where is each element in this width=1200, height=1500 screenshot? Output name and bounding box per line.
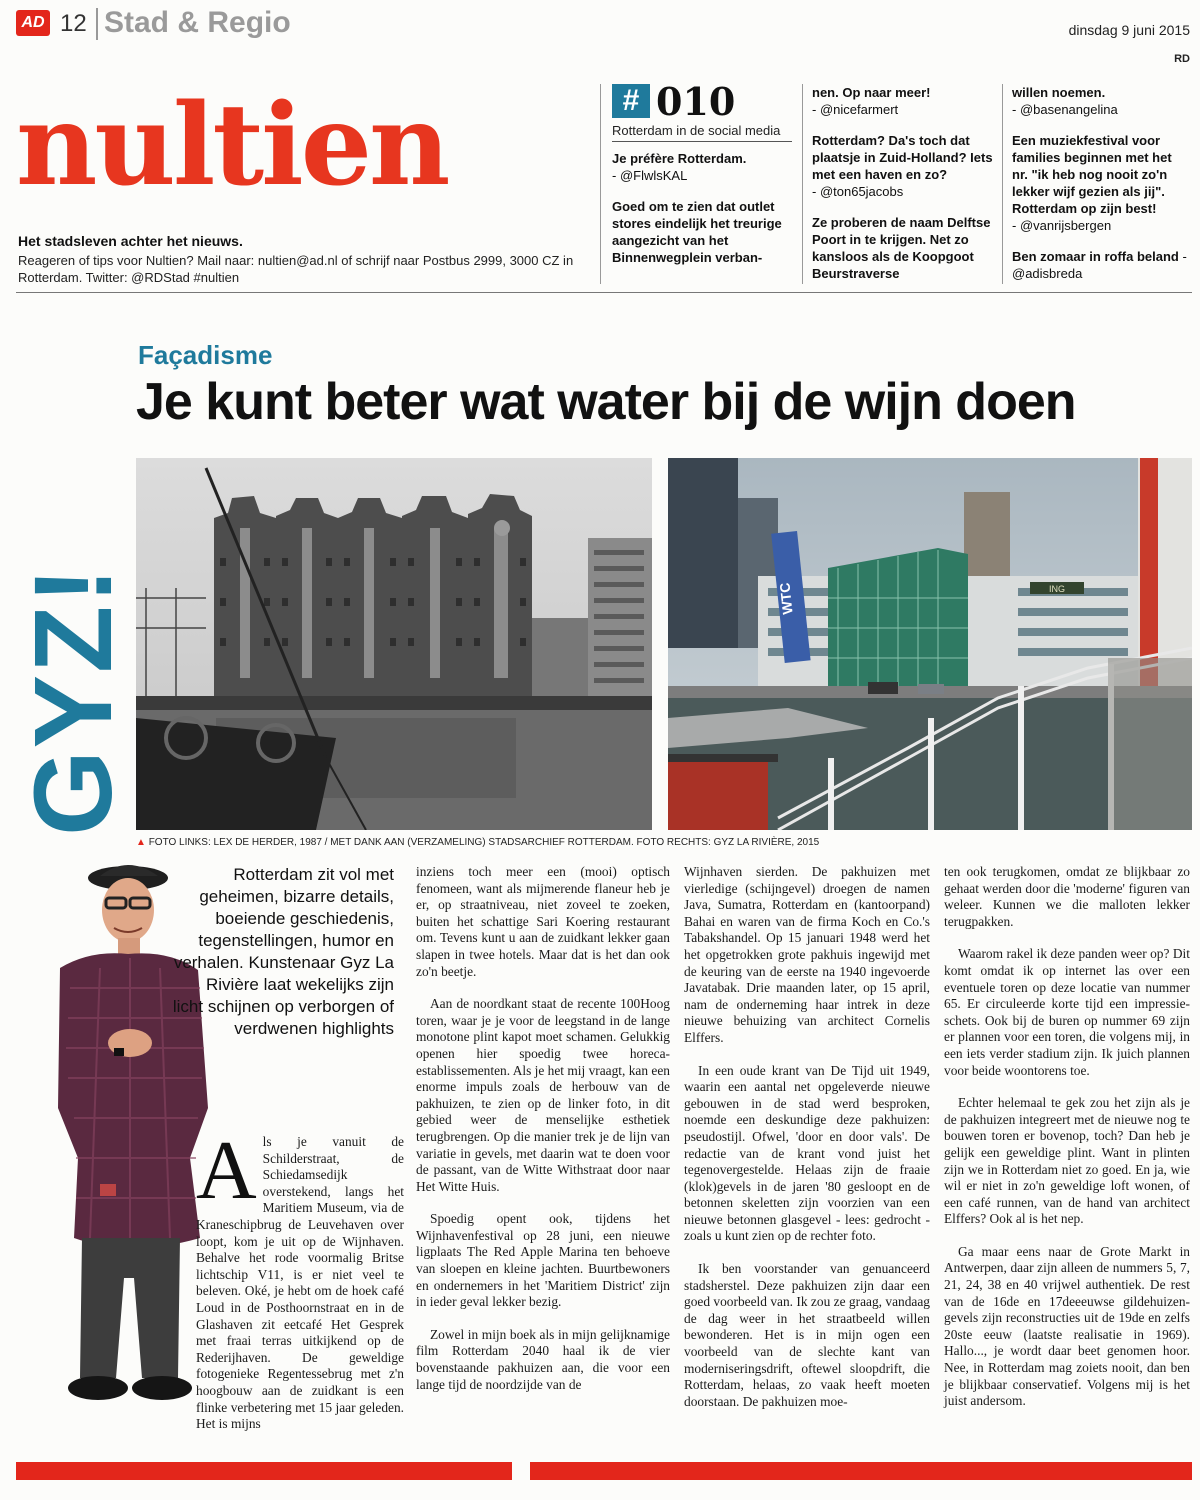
tweet-text: Goed om te zien dat outlet stores eindelijk het treurige aangezicht van het Binnenwegplein verban- xyxy=(612,199,782,265)
social-column-3 xyxy=(1012,84,1190,282)
body-column-1 xyxy=(196,1124,404,1433)
publication-date: dinsdag 9 juni 2015 xyxy=(1068,22,1190,38)
tweet-text: willen noemen. xyxy=(1012,85,1106,100)
column-divider xyxy=(1002,84,1003,284)
masthead-rule xyxy=(16,292,1192,293)
paragraph: Echter helemaal te gek zou het zijn als je de pakhuizen integreert met de nieuwe nog te bouwen toren er bovenop, toch? Dan heb je gelijk een geweldige plint. Want in plinten zijn we in Rotterdam niet zo goed. En ja, wie wil er niet in zo'n geweldige loft wonen, of een café runnen, van de hand van architect Elffers? Ook al is het nep. xyxy=(944,1095,1190,1227)
paragraph: ls je vanuit de Schilderstraat, de Schiedamsedijk overstekend, langs het Maritiem Museum, via de Kraneschipbrug de Leuvehaven over loopt, kom je uit op de Wijnhaven. Behalve het rode voormalig Britse lichtschip V11, is er niet veel te beleven. Oké, je hebt om de hoek café Loud in de Posthoornstraat en in de Glashaven zit eetcafé Het Gesprek met fraai terras uitkijkend op de Rederijhaven. De geweldige fotogenieke Regentessebrug met z'n hoogbouw aan de zuidkant is een flinke verbetering met 15 jaar geleden. Het is mijns xyxy=(196,1134,404,1432)
footer-bar-left xyxy=(16,1462,512,1480)
page-number: 12 xyxy=(60,10,87,37)
tweet-text: Ze proberen de naam Delftse Poort in te krijgen. Net zo kansloos als de Koopgoot Beurstraverse xyxy=(812,215,991,281)
edition-code: RD xyxy=(1174,53,1190,65)
paragraph: Wijnhaven sierden. De pakhuizen met vierledige (schijngevel) droegen de namen Java, Sumatra, Rotterdam en (kantoorpand) Bahai en waren van de firma Koch en Co.'s Tabakshandel. Op 15 januari 1948 werd het het opgetrokken grote pakhuis ingewijd met de keuring van de eerste na 1940 ingevoerde Javatabak. Drie maanden later, op 15 april, nam de onderneming haar intrek in deze nieuwe behuizing van architect Cornelis Elffers. xyxy=(684,864,930,1045)
divider xyxy=(612,141,792,142)
social-subtitle: Rotterdam in de social media xyxy=(612,123,781,138)
dropcap-letter: A xyxy=(196,1124,257,1217)
paragraph: Zowel in mijn boek als in mijn gelijknamige film Rotterdam 2040 haal ik de vier bovenstaande pakhuizen aan, die voor een lange tijd de noordzijde van de xyxy=(416,1326,670,1392)
tweet-text: Een muziekfestival voor families beginnen met het nr. "ik heb nog nooit zo'n lekker wijf gezien als jij". Rotterdam op zijn best! xyxy=(1012,133,1172,216)
social-column-1 xyxy=(612,78,792,266)
photo-credit: ▲ FOTO LINKS: LEX DE HERDER, 1987 / MET DANK AAN (VERZAMELING) STADSARCHIEF ROTTERDAM. FOTO RECHTS: GYZ LA RIVIÈRE, 2015 xyxy=(136,837,820,848)
page-header xyxy=(0,0,1200,48)
header-divider xyxy=(96,8,98,40)
paragraph: ten ook terugkomen, omdat ze blijkbaar zo gehaat werden door die 'moderne' figuren van weleer. Kunnen we die malloten lekker terugpakken. xyxy=(944,864,1190,929)
section-title: Stad & Regio xyxy=(104,6,291,39)
body-column-4 xyxy=(944,864,1190,1410)
triangle-icon: ▲ xyxy=(136,837,146,848)
column-divider xyxy=(600,84,601,284)
tweet-handle: - @FlwlsKAL xyxy=(612,168,688,183)
paragraph: In een oude krant van De Tijd uit 1949, waarin een aantal net opgeleverde nieuwe gebouwen in de stad werd besproken, noemde een deskundige deze pakhuizen: pseudostijl. Ofwel, 'door en door vals'. De redactie van de krant vond juist het tegenovergestelde. Helaas zijn de fraaie (klok)gevels in de jaren '80 gesloopt en de betonnen skeletten zijn voorzien van een nieuwe betonnen glasgevel - lees: gedrocht - zoals u kunt zien op de rechter foto. xyxy=(684,1062,930,1244)
tweet-handle: - @nicefarmert xyxy=(812,102,899,117)
hashtag-icon: # xyxy=(612,84,650,118)
masthead-tagline: Het stadsleven achter het nieuws. xyxy=(18,233,243,249)
article-headline: Je kunt beter wat water bij de wijn doen xyxy=(136,373,1076,431)
tweet-text: Rotterdam? Da's toch dat plaatsje in Zuid-Holland? Iets met een haven en zo? xyxy=(812,133,993,182)
paragraph: Ik ben voorstander van genuanceerd stadsherstel. Deze pakhuizen zijn daar een goed voorbeeld van. Ik zou ze graag, vandaag de dag weer in het straatbeeld willen bewonderen. Het is in mijn ogen een voorbeeld van de slechte kant van moderniseringsdrift, oftewel sloopdrift, die Rotterdam, helaas, zo vaak heeft moeten doorstaan. De pakhuizen moe- xyxy=(684,1261,930,1409)
tweet-text: Ben zomaar in roffa beland xyxy=(1012,249,1179,264)
article-intro: Rotterdam zit vol met geheimen, bizarre details, boeiende geschiedenis, tegenstellingen, humor en verhalen. Kunstenaar Gyz La Rivière laat wekelijks zijn licht schijnen op verborgen of verdwenen highlights xyxy=(172,865,394,1038)
paragraph: Aan de noordkant staat de recente 100Hoog toren, waar je je voor de leegstand in de lange monotone plint kapot moet schamen. Gelukkig openen hier spoedig twee horeca-establissementen. Als je het mij vraagt, kan een enorme impuls zoals de herbouw van de pakhuizen, te zien op de linker foto, in dit gebied weer de menselijke esthetiek terugbrengen. Op die manier trek je de lijn van variatie in gevels, met daarin wat te doen voor de passant, van de Witte Withstraat door naar Het Witte Huis. xyxy=(416,996,670,1194)
tweet-handle: - @adisbreda xyxy=(1012,249,1187,281)
footer-bar-right xyxy=(530,1462,1192,1480)
article-kicker: Façadisme xyxy=(138,340,273,370)
social-number: 010 xyxy=(656,78,736,124)
column-divider xyxy=(802,84,803,284)
photo-warehouses-1987 xyxy=(136,458,652,830)
tweet-text: Je préfère Rotterdam. xyxy=(612,151,747,166)
banner-label: WTC xyxy=(776,581,796,616)
paragraph: inziens toch meer een (mooi) optisch fenomeen, want als mijmerende flaneur heb je er, op straatniveau, niet zoveel te zoeken, buiten het schattige Sari Koering restaurant om. Tevens kunt u aan de zuidkant lekker gaan slapen in twee hotels. Maar dat is het dan ook zo'n beetje. xyxy=(416,864,670,979)
photo-wijnhaven-2015 xyxy=(668,458,1192,830)
tweet-handle: - @ton65jacobs xyxy=(812,184,904,199)
tweet-text: nen. Op naar meer! xyxy=(812,85,931,100)
paragraph: Spoedig opent ook, tijdens het Wijnhavenfestival op 28 juni, een nieuwe ligplaats The Red Apple Marina ten behoeve van sloepen en kleine jachten. Buurtbewoners en ondernemers in het 'Maritiem District' zijn in ieder geval lekker bezig. xyxy=(416,1211,670,1310)
author-vertical-label: GYZ! xyxy=(11,564,135,836)
paragraph: Ga maar eens naar de Grote Markt in Antwerpen, daar zijn alleen de nummers 5, 7, 21, 24, 38 en 40 vrijwel authentiek. De rest van de 16de en 17deeeuwse gildehuizen-gevels zijn reconstructies uit de 19de en zelfs 20ste eeuw (laatste realisatie in 1969). Hallo..., je wordt daar beet genomen hoor. Nee, in Rotterdam mag zoiets nooit, dan ben je blijkbaar conservatief. Volgens mij is het juist andersom. xyxy=(944,1243,1190,1409)
social-header xyxy=(612,78,792,124)
building-sign: ING xyxy=(1048,584,1066,594)
tweet-handle: - @vanrijsbergen xyxy=(1012,218,1112,233)
tweet-handle: - @basenangelina xyxy=(1012,102,1118,117)
ad-logo: AD xyxy=(16,10,50,36)
body-column-3 xyxy=(684,864,930,1410)
paragraph: Waarom rakel ik deze panden weer op? Dit komt omdat ik op internet las over een eventuele toren op deze locatie van nummer 65. Er circuleerde korte tijd een impressie-schets. Ook bij de buren op nummer 69 zijn er plannen voor een toren, die volgens mij, in een iets verder stadium zijn. Ik juich plannen voor beide woontorens toe. xyxy=(944,946,1190,1078)
tips-contact: Reageren of tips voor Nultien? Mail naar: nultien@ad.nl of schrijf naar Postbus 2999, 3000 CZ in Rotterdam. Twitter: @RDStad #nultien xyxy=(18,253,574,285)
body-column-2 xyxy=(416,864,670,1393)
nultien-masthead: nultien xyxy=(16,80,448,211)
social-column-2 xyxy=(812,84,996,282)
